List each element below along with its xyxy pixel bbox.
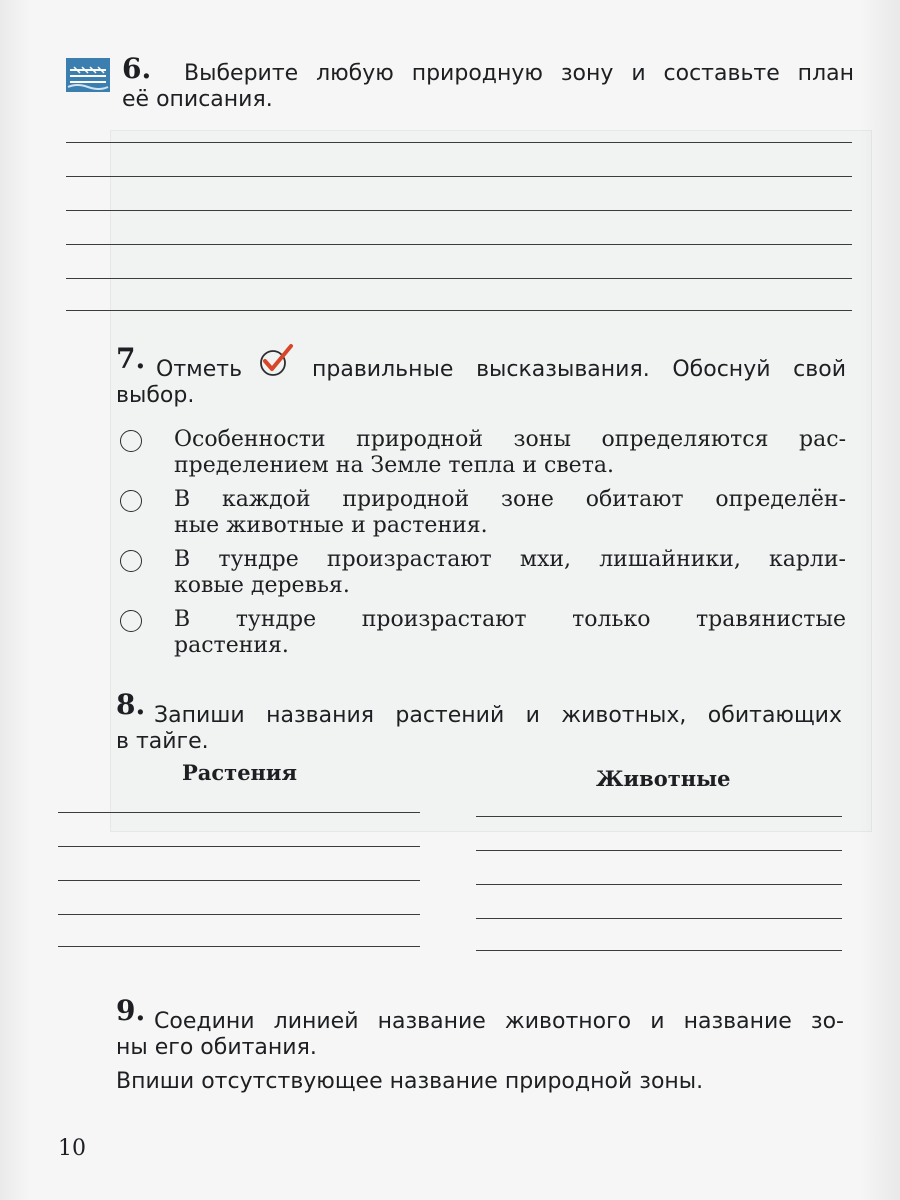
statement-text: Особенности природной зоны определяются рас- [174, 427, 846, 452]
plants-answer-line[interactable] [58, 880, 420, 881]
answer-line[interactable] [66, 244, 852, 245]
animals-answer-line[interactable] [476, 884, 842, 885]
task-text-line: Запиши названия растений и животных, обитающих [154, 703, 842, 728]
statement-text: В каждой природной зоне обитают определён- [174, 487, 846, 512]
task-text-line: правильные высказывания. Обоснуй свой [312, 357, 846, 382]
plants-column-heading: Растения [182, 760, 298, 785]
answer-circle[interactable] [120, 550, 142, 572]
write-lines-icon [66, 58, 110, 92]
plants-answer-line[interactable] [58, 812, 420, 813]
answer-circle[interactable] [120, 430, 142, 452]
plants-answer-line[interactable] [58, 946, 420, 947]
answer-line[interactable] [66, 176, 852, 177]
checkmark-icon [256, 342, 298, 378]
animals-answer-line[interactable] [476, 950, 842, 951]
answer-line[interactable] [66, 278, 852, 279]
task-number: 9. [116, 994, 146, 1027]
statement-text: пределением на Земле тепла и света. [174, 453, 614, 478]
task-text-line: Отметь [156, 357, 243, 382]
answer-line[interactable] [66, 310, 852, 311]
task-text-line: Соедини линией название животного и название зо- [154, 1009, 844, 1034]
task-number: 8. [116, 688, 146, 721]
answer-circle[interactable] [120, 610, 142, 632]
statement-text: ковые деревья. [174, 573, 350, 598]
statement-text: растения. [174, 633, 289, 658]
task-text-line: в тайге. [116, 729, 209, 754]
answer-line[interactable] [66, 210, 852, 211]
task-number: 7. [116, 342, 146, 375]
task-text-line: её описания. [122, 87, 273, 112]
task-text-line: Выберите любую природную зону и составьте план [184, 61, 854, 86]
statement-text: ные животные и растения. [174, 513, 488, 538]
answer-line[interactable] [66, 142, 852, 143]
plants-answer-line[interactable] [58, 914, 420, 915]
task-text-line: ны его обитания. [116, 1035, 317, 1060]
animals-answer-line[interactable] [476, 918, 842, 919]
animals-answer-line[interactable] [476, 816, 842, 817]
task-text-line: Впиши отсутствующее название природной зоны. [116, 1069, 704, 1094]
plants-answer-line[interactable] [58, 846, 420, 847]
animals-column-heading: Животные [596, 766, 731, 791]
task-text-line: выбор. [116, 383, 195, 408]
statement-text: В тундре произрастают только травянистые [174, 607, 846, 632]
answer-circle[interactable] [120, 490, 142, 512]
statement-text: В тундре произрастают мхи, лишайники, карли- [174, 547, 846, 572]
task-number: 6. [122, 52, 152, 85]
animals-answer-line[interactable] [476, 850, 842, 851]
page-number: 10 [58, 1136, 86, 1161]
